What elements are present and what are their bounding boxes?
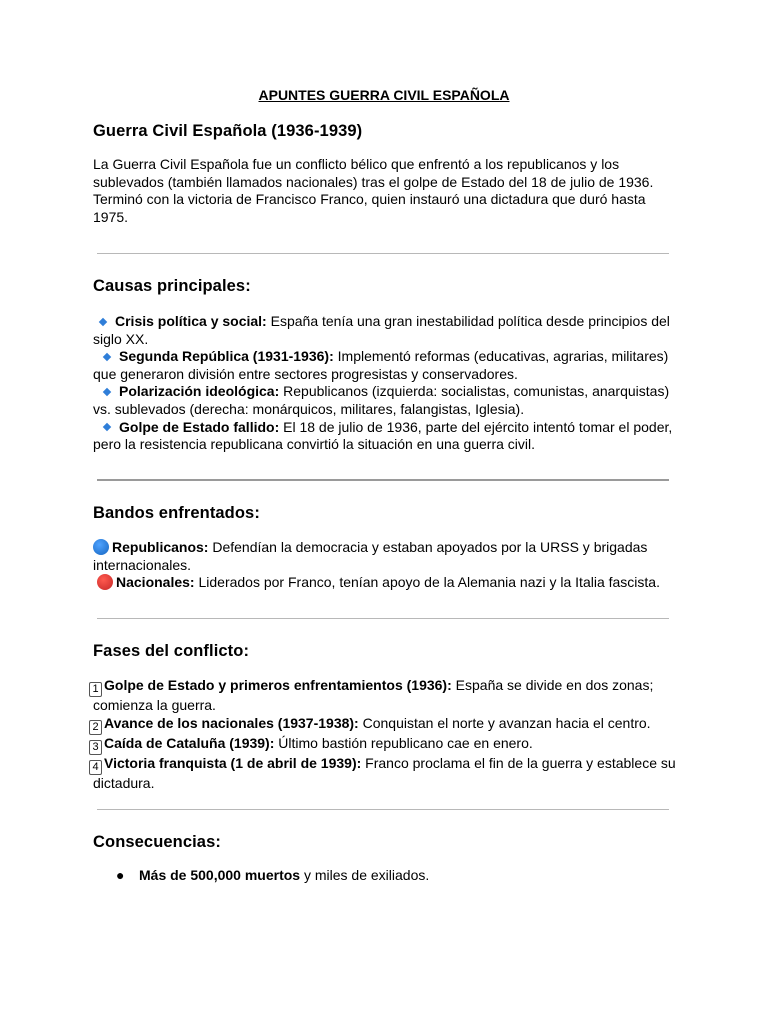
bullet-icon: ●: [116, 867, 125, 883]
causas-list: [93, 313, 683, 454]
fase-text: Conquistan el norte y avanzan hacia el centro.: [358, 714, 651, 731]
keycap-four-icon: 4: [89, 760, 102, 775]
bando-item: [93, 539, 683, 574]
red-circle-icon: [97, 574, 113, 590]
causa-label: Crisis política y social:: [115, 313, 267, 329]
keycap-three-icon: 3: [89, 740, 102, 755]
fase-item: [93, 735, 683, 755]
keycap-one-icon: 1: [89, 682, 102, 697]
divider: [97, 809, 669, 810]
fase-label: Caída de Cataluña (1939):: [104, 734, 275, 751]
fase-text: Último bastión republicano cae en enero.: [274, 734, 533, 751]
causa-item: [93, 348, 683, 383]
consecuencia-item: [139, 867, 679, 885]
consecuencia-label: Más de 500,000 muertos: [139, 867, 301, 883]
causas-heading: Causas principales:: [93, 277, 251, 295]
causa-item: [93, 383, 683, 418]
bando-label: Republicanos:: [112, 539, 209, 555]
divider: [97, 479, 669, 481]
causa-label: Segunda República (1931-1936):: [119, 348, 334, 365]
causa-label: Polarización ideológica:: [119, 383, 280, 400]
bando-item: [93, 574, 683, 592]
bandos-heading: Bandos enfrentados:: [93, 504, 260, 522]
causa-item: [93, 313, 683, 348]
intro-paragraph: La Guerra Civil Española fue un conflicto bélico que enfrentó a los republicanos y los sublevados (también llamados nacionales) tras el golpe de Estado del 18 de julio de 1936. Terminó con la victoria de Francisco Franco, quien instauró una dictadura que duró hasta 1975.: [93, 156, 654, 225]
fase-label: Golpe de Estado y primeros enfrentamientos (1936):: [104, 677, 452, 693]
fase-text: Franco proclama el fin de la guerra y establece su dictadura.: [93, 754, 676, 791]
blue-circle-icon: [93, 539, 109, 555]
keycap-two-icon: 2: [89, 720, 102, 735]
fases-list: [93, 677, 683, 792]
causa-text: Implementó reformas (educativas, agrarias, militares) que generaron división entre sectores progresistas y conservadores.: [93, 348, 669, 382]
causa-text: El 18 de julio de 1936, parte del ejército intentó tomar el poder, pero la resistencia republicana convirtió la situación en una guerra civil.: [93, 418, 673, 453]
bandos-list: [93, 539, 683, 592]
causa-label: Golpe de Estado fallido:: [119, 418, 280, 435]
divider: [97, 253, 669, 254]
small-blue-diamond-icon: [103, 353, 111, 361]
bando-label: Nacionales:: [116, 574, 195, 591]
fases-heading: Fases del conflicto:: [93, 642, 250, 660]
bando-text: Liderados por Franco, tenían apoyo de la Alemania nazi y la Italia fascista.: [194, 574, 660, 591]
divider: [97, 618, 669, 619]
small-blue-diamond-icon: [103, 388, 111, 396]
fase-label: Avance de los nacionales (1937-1938):: [104, 714, 359, 731]
document-title: APUNTES GUERRA CIVIL ESPAÑOLA: [258, 87, 510, 103]
causa-text: Republicanos (izquierda: socialistas, comunistas, anarquistas) vs. sublevados (derecha: monárquicos, militares, falangistas, Iglesia).: [93, 383, 670, 417]
fase-item: [93, 755, 683, 793]
consecuencias-heading: Consecuencias:: [93, 833, 221, 851]
bando-text: Defendían la democracia y estaban apoyados por la URSS y brigadas internacionales.: [93, 539, 648, 573]
fase-item: [93, 715, 683, 735]
causa-item: [93, 419, 683, 454]
consecuencia-text: y miles de exiliados.: [300, 867, 430, 883]
causa-text: España tenía una gran inestabilidad política desde principios del siglo XX.: [93, 313, 670, 347]
fase-label: Victoria franquista (1 de abril de 1939):: [104, 754, 362, 771]
fase-item: [93, 677, 683, 715]
small-blue-diamond-icon: [99, 318, 107, 326]
intro-heading: Guerra Civil Española (1936-1939): [93, 122, 363, 140]
fase-text: España se divide en dos zonas; comienza la guerra.: [93, 677, 654, 713]
small-blue-diamond-icon: [103, 423, 111, 431]
